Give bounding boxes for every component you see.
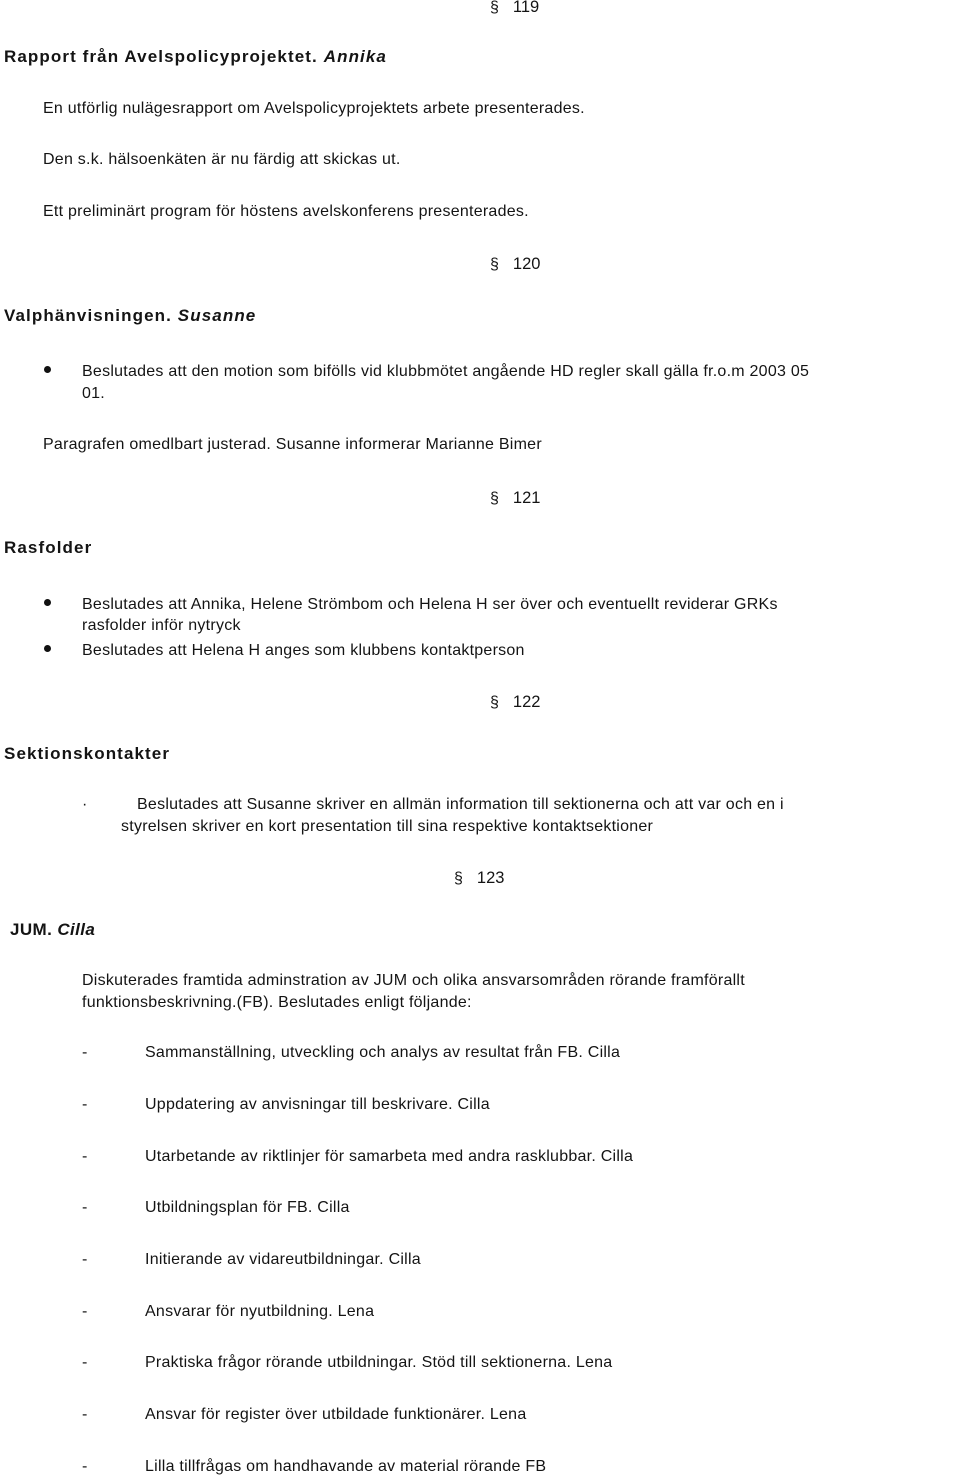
dash-marker: - [82,1096,88,1113]
task-item: Ansvarar för nyutbildning. Lena [145,1303,375,1320]
dash-marker: - [82,1458,88,1475]
dash-marker: - [82,1199,88,1216]
dash-marker: - [82,1303,88,1320]
bullet-marker: · [82,796,88,813]
heading-title: Rapport från Avelspolicyprojektet. [4,47,318,66]
section-number-122 [490,692,540,713]
section-number-value: 121 [512,489,541,507]
dash-marker: - [82,1148,88,1165]
section-sign: § [490,256,499,273]
heading-title: JUM. [10,920,53,939]
section-number-121 [490,488,540,509]
dash-marker: - [82,1251,88,1268]
heading-valphanvisningen [4,306,256,326]
task-item: Utarbetande av riktlinjer för samarbeta med andra rasklubbar. Cilla [145,1148,634,1165]
task-item: Utbildningsplan för FB. Cilla [145,1199,350,1216]
heading-jum [10,920,95,940]
section-number-value: 123 [476,869,505,887]
dash-marker: - [82,1406,88,1423]
bullet-icon [44,366,51,373]
task-item: Initierande av vidareutbildningar. Cilla [145,1251,421,1268]
task-item: Praktiska frågor rörande utbildningar. Stöd till sektionerna. Lena [145,1354,613,1371]
bullet-line-continued: rasfolder inför nytryck [82,617,241,634]
paragraph-line: Diskuterades framtida adminstration av JUM och olika ansvarsområden rörande framförallt [82,972,745,989]
heading-person: Cilla [57,920,96,939]
bullet-line-continued: styrelsen skriver en kort presentation till sina respektive kontaktsektioner [121,818,654,835]
dash-marker: - [82,1354,88,1371]
paragraph-line: funktionsbeskrivning.(FB). Beslutades enligt följande: [82,994,472,1011]
heading-person: Susanne [177,306,257,325]
section-number-value: 120 [512,255,541,273]
section-number-123 [454,868,504,889]
heading-sektionskontakter: Sektionskontakter [4,744,171,763]
heading-rasfolder: Rasfolder [4,538,93,557]
bullet-line: Beslutades att den motion som bifölls vid klubbmötet angående HD regler skall gälla fr.o.m 2003 05 [82,363,810,380]
task-item: Ansvar för register över utbildade funktionärer. Lena [145,1406,527,1423]
paragraph-line: Den s.k. hälsoenkäten är nu färdig att skickas ut. [43,151,401,168]
bullet-line: Beslutades att Susanne skriver en allmän information till sektionerna och att var och en i [137,796,784,813]
paragraph-line: En utförlig nulägesrapport om Avelspolicyprojektets arbete presenterades. [43,100,585,117]
section-sign: § [490,490,499,507]
justification-note: Paragrafen omedlbart justerad. Susanne informerar Marianne Bimer [43,436,542,453]
section-number-119 [490,0,539,18]
heading-person: Annika [323,47,387,66]
section-sign: § [490,694,499,711]
bullet-icon [44,599,51,606]
bullet-line: Beslutades att Helena H anges som klubbens kontaktperson [82,642,525,659]
paragraph-line: Ett preliminärt program för höstens avelskonferens presenterades. [43,203,529,220]
task-item: Uppdatering av anvisningar till beskrivare. Cilla [145,1096,490,1113]
dash-marker: - [82,1044,88,1061]
section-sign: § [454,870,463,887]
section-sign: § [490,0,499,16]
task-item: Lilla tillfrågas om handhavande av material rörande FB [145,1458,547,1475]
section-number-value: 122 [512,693,541,711]
bullet-icon [44,645,51,652]
section-number-120 [490,254,540,275]
task-item: Sammanställning, utveckling och analys av resultat från FB. Cilla [145,1044,621,1061]
bullet-line: Beslutades att Annika, Helene Strömbom och Helena H ser över och eventuellt reviderar GRKs [82,596,778,613]
bullet-line-continued: 01. [82,385,105,402]
heading-rapport [4,47,387,67]
heading-title: Valphänvisningen. [4,306,172,325]
section-number-value: 119 [512,0,540,16]
